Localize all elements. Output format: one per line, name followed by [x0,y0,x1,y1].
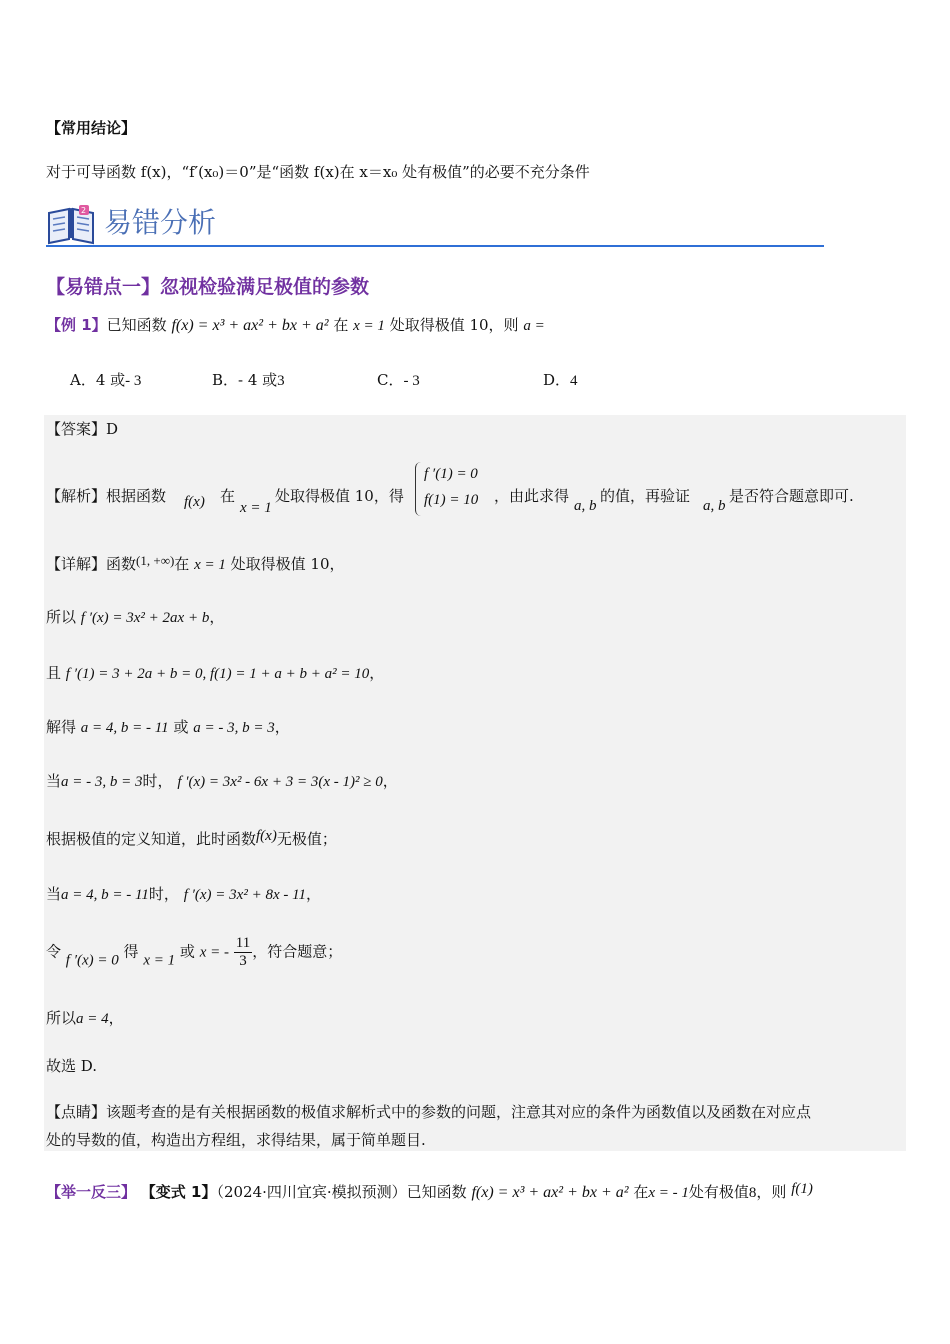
variant-tag: 【变式 1】 [140,1183,217,1201]
analysis-ab1: a, b [574,498,597,514]
detail-l7-a: 当 [46,885,62,903]
detail-line-5 [46,770,398,791]
analysis-x1: x = 1 [240,500,272,516]
detail-l5-a: 当 [46,772,62,790]
fraction-denominator: 3 [239,953,247,969]
detail-l1-x: x = 1 [194,557,226,573]
variant-t1: 在 [633,1183,649,1201]
detail-line-1 [46,553,345,574]
detail-line-4 [46,716,290,737]
option-c[interactable] [377,369,420,390]
example-text-after: 处取得极值 10，则 [389,316,519,334]
detail-l7-formula: f ′(x) = 3x² + 8x - 11 [183,887,306,903]
analysis-t1: 根据函数 [106,487,167,505]
detail-l8-b: 得 [123,942,139,961]
error-point-title: 【易错点一】忽视检验满足极值的参数 [46,276,370,298]
analysis-t2: 在 [220,487,236,505]
detail-line-8 [46,935,342,970]
option-a-value: - 3 [125,373,142,389]
detail-l8-c: ，符合题意； [252,942,343,961]
comment-text-1: 该题考查的是有关根据函数的极值求解析式中的参数的问题，注意其对应的条件为函数值以及函数在对应点 [106,1103,812,1121]
analysis-line [46,485,166,506]
option-a[interactable] [70,369,141,390]
variant-x: x = - 1 [648,1185,689,1201]
detail-l5-cond: a = - 3, b = 3 [61,774,143,790]
example-question [46,314,545,335]
option-d-label: D． [543,371,571,389]
detail-l4-a: 解得 [46,718,77,736]
detail-l1-b: 在 [174,555,190,573]
detail-label: 【详解】 [46,555,107,573]
analysis-ab2: a, b [703,498,726,514]
example-function: f(x) = x³ + ax² + bx + a² [171,317,329,334]
variant-t3: ，则 [756,1183,787,1201]
detail-l2-b: ， [209,608,225,626]
detail-l1-a: 函数 [106,555,137,573]
detail-line-9 [46,1007,124,1028]
detail-l4-or: 或 [173,718,189,736]
answer-label: 【答案】 [46,420,107,438]
fraction-11-3 [234,935,252,970]
detail-l1-c: 处取得极值 10， [230,555,345,573]
option-b-value: 3 [277,373,285,389]
variant-f1: f(1) [791,1181,813,1197]
detail-l4-b: ， [274,718,290,736]
common-header: 【常用结论】 [46,119,137,137]
detail-l2-a: 所以 [46,608,77,626]
variant-function: f(x) = x³ + ax² + bx + a² [471,1184,629,1201]
detail-l7-cond: a = 4, b = - 11 [61,887,149,903]
detail-l6-b: 无极值； [276,830,337,848]
analysis-system-eq2: f(1) = 10 [424,492,479,508]
detail-line-7 [46,883,321,904]
detail-l3-formula: f ′(1) = 3 + 2a + b = 0, f(1) = 1 + a + b + a² = 10 [65,666,370,682]
detail-l6-a: 根据极值的定义知道，此时函数 [46,830,257,848]
detail-line-10: 故选 D. [46,1057,98,1075]
example-label: 【例 1】 [46,316,107,334]
detail-l2-formula: f ′(x) = 3x² + 2ax + b [80,610,210,626]
option-b[interactable] [212,369,285,390]
analysis-f: f(x) [184,494,205,510]
detail-l6-f: f(x) [256,828,277,844]
option-d-value: 4 [570,373,578,389]
option-b-label: B．- 4 或 [212,371,278,389]
variant-question [46,1181,813,1202]
detail-l8-a: 令 [46,942,62,961]
example-ask: a = [523,318,545,334]
svg-text:2: 2 [81,206,87,215]
example-text-before: 已知函数 [106,316,167,334]
detail-l5-formula: f ′(x) = 3x² - 6x + 3 = 3(x - 1)² ≥ 0 [177,774,383,790]
option-c-value: - 3 [403,373,420,389]
detail-l3-b: ， [369,664,385,682]
variant-source: （2024·四川宜宾·模拟预测）已知函数 [216,1183,467,1201]
detail-l9-value: a = 4 [76,1011,109,1027]
detail-l4-sol1: a = 4, b = - 11 [80,720,169,736]
comment-line-1 [46,1101,811,1122]
detail-l8-or: 或 [179,942,195,961]
section-title: 易错分析 [104,206,217,239]
detail-l9-a: 所以 [46,1009,77,1027]
detail-l8-x2: x = - [199,944,229,961]
section-divider [46,245,824,247]
analysis-system-eq1: f ′(1) = 0 [424,466,478,482]
analysis-t5: 的值，再验证 [600,487,691,505]
analysis-t3: 处取得极值 10，得 [275,487,404,505]
variant-label: 【举一反三】 [46,1183,137,1201]
detail-l3-a: 且 [46,664,62,682]
option-d[interactable] [543,369,578,390]
analysis-t6: 是否符合题意即可. [729,487,854,505]
detail-l5-b: 时， [142,772,173,790]
detail-line-6 [46,828,337,849]
detail-l8-x: x = 1 [143,952,176,969]
detail-l7-b: 时， [148,885,179,903]
option-c-label: C． [377,371,404,389]
analysis-t4: ，由此求得 [494,487,570,505]
analysis-label: 【解析】 [46,487,107,505]
answer-line [46,418,118,439]
variant-t2: 处有极值 [688,1183,749,1201]
answer-value: D [106,420,119,438]
example-condition: x = 1 [353,318,385,334]
variant-value: 8 [748,1185,757,1201]
detail-l1-domain: (1, +∞) [136,553,175,568]
comment-label: 【点睛】 [46,1103,107,1121]
fraction-numerator: 11 [235,935,251,951]
book-icon [46,203,96,245]
detail-l5-e: ， [382,772,398,790]
detail-line-2 [46,606,224,627]
detail-l7-e: ， [306,885,322,903]
example-text-mid: 在 [333,316,349,334]
detail-line-3 [46,662,384,683]
detail-l8-formula: f ′(x) = 0 [65,952,119,969]
detail-l9-b: ， [108,1009,124,1027]
detail-l4-sol2: a = - 3, b = 3 [193,720,275,736]
option-a-label: A．4 或 [70,371,126,389]
system-brace [415,462,424,516]
comment-line-2: 处的导数的值，构造出方程组，求得结果，属于简单题目. [46,1131,426,1149]
common-text: 对于可导函数 f(x)，“f′(x₀)＝0”是“函数 f(x)在 x＝x₀ 处有极值”的必要不充分条件 [46,163,590,181]
